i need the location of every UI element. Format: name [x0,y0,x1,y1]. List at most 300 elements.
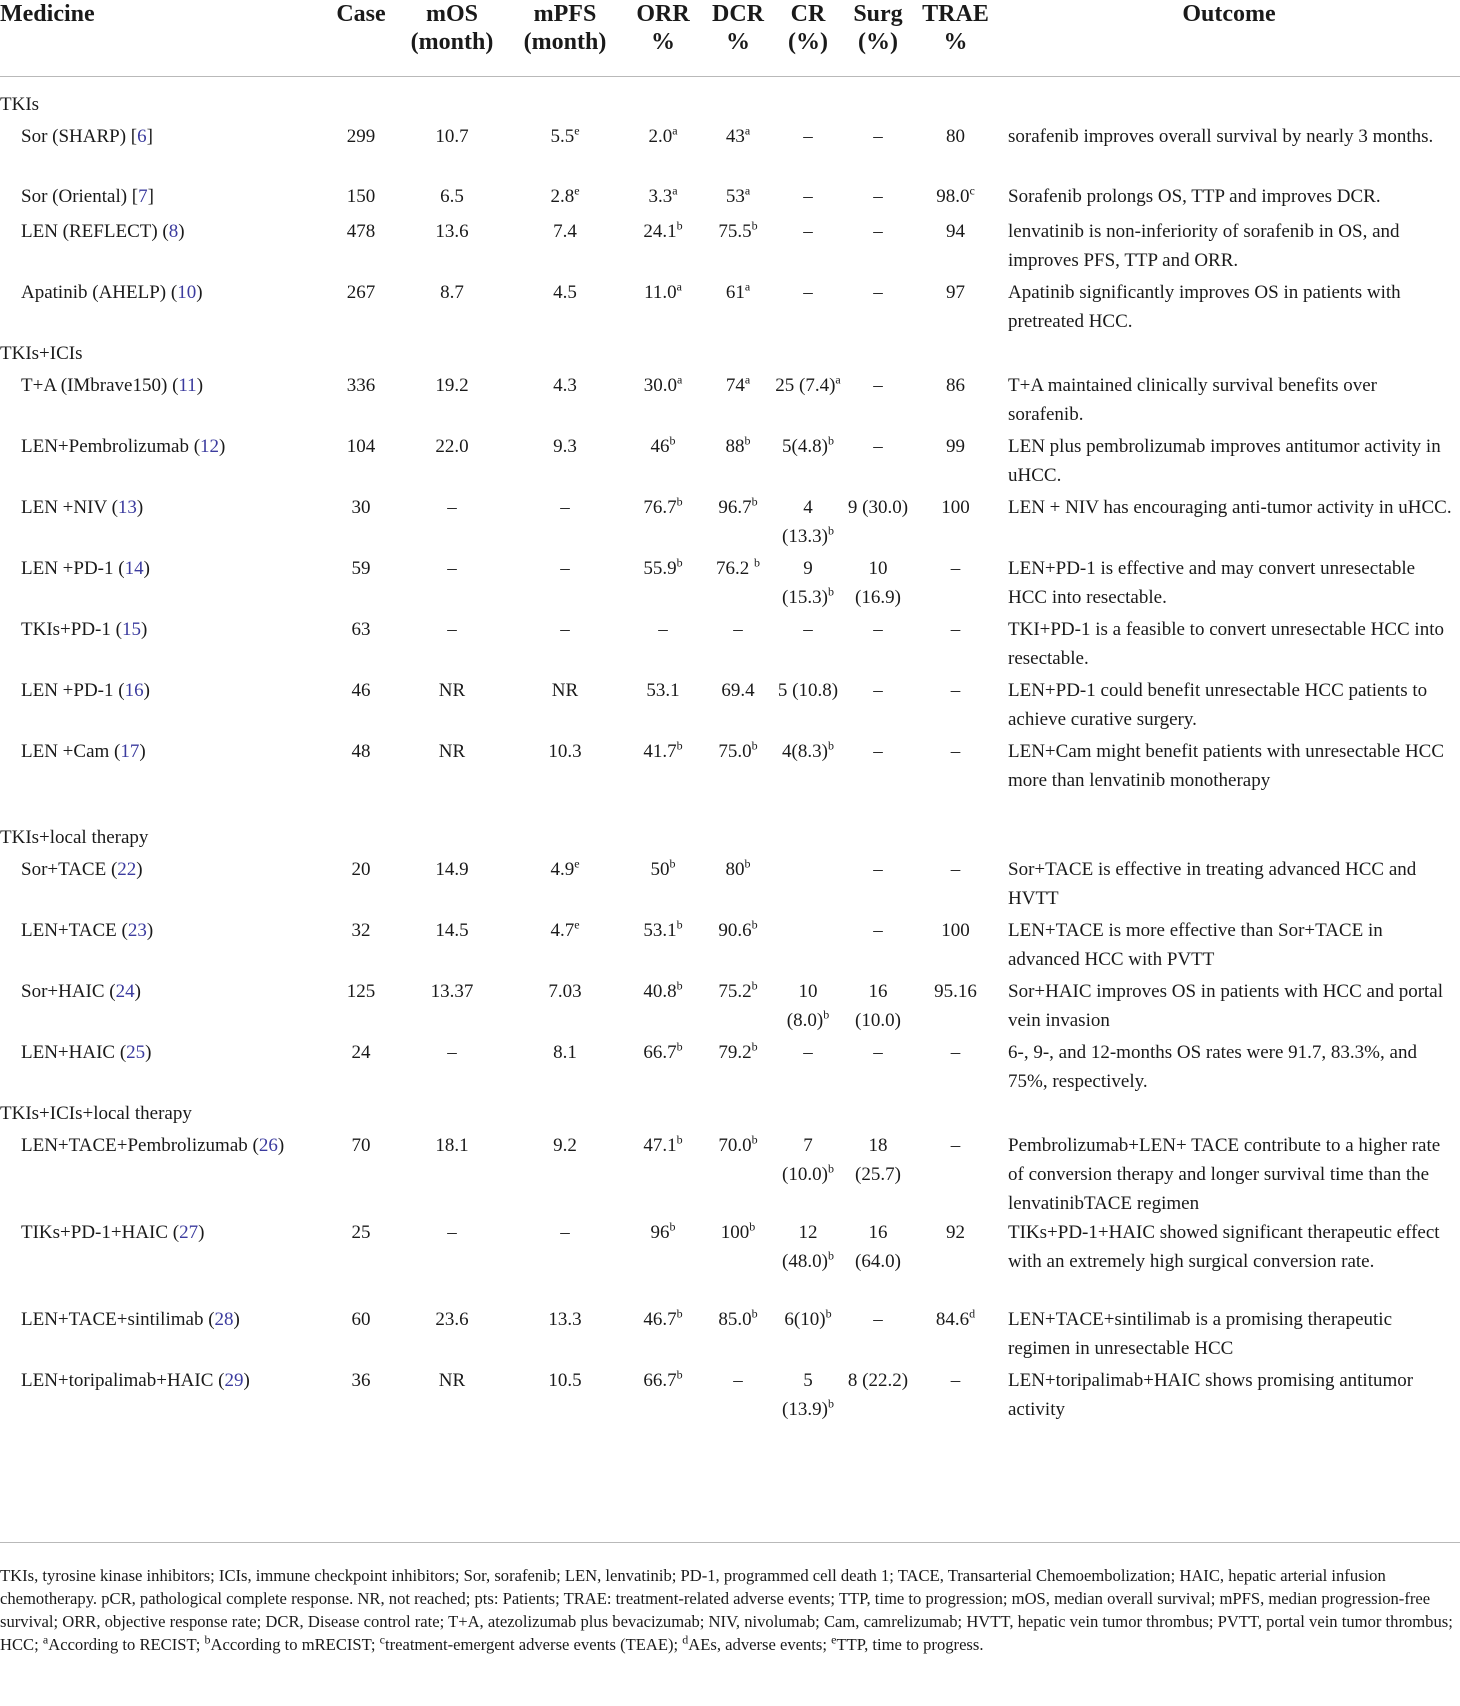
table-row [0,493,1460,554]
mos-cell-value: – [447,619,457,640]
cr-cell-value: – [803,282,813,303]
trae-cell-value: – [950,558,961,579]
mpfs-cell-value: 10.5 [548,1370,582,1391]
case-cell [325,977,397,1038]
reference-link[interactable]: 8 [168,221,179,242]
orr-cell-value: 41.7 [643,741,677,762]
cr-cell-value: 5(4.8) [782,436,828,457]
mos-cell [397,1366,507,1426]
medicine-name: LEN +Cam ( [21,741,121,762]
reference-link[interactable]: 22 [117,859,137,880]
medicine-cell [0,1038,325,1099]
dcr-cell-value: 75.2 [718,981,752,1002]
dcr-cell [703,737,773,823]
medicine-name-close: ) [146,920,154,941]
header-cr-line1: CR [790,1,826,27]
table-body [0,76,1460,1426]
dcr-cell-note-mark: b [754,555,760,570]
header-mos [397,0,507,76]
cr-cell-note-mark: b [827,433,834,448]
orr-cell-note-mark: a [672,123,678,138]
surg-cell [843,615,913,676]
mos-cell-value: 14.9 [435,859,469,880]
mpfs-cell-value: 4.3 [553,375,577,396]
medicine-name: Sor (SHARP) [ [21,126,138,147]
trae-cell-note-mark: c [969,183,975,198]
reference-link[interactable]: 28 [214,1309,234,1330]
orr-cell-note-mark: b [676,1132,683,1147]
medicine-cell [0,1131,325,1218]
mpfs-cell [507,371,623,432]
spacer-cell [0,76,1460,90]
trae-cell-value: – [950,680,961,701]
mos-cell-value: – [447,558,457,579]
dcr-cell-note-mark: b [751,1039,758,1054]
table-row [0,676,1460,737]
reference-link[interactable]: 16 [124,680,144,701]
medicine-name: T+A (IMbrave150) ( [21,375,179,396]
surg-cell [843,122,913,182]
orr-cell-value: 96 [650,1222,670,1243]
table-row [0,737,1460,823]
surg-cell [843,737,913,823]
mpfs-cell [507,217,623,278]
trae-cell-value: – [950,1042,961,1063]
orr-cell [623,122,703,182]
medicine-cell [0,432,325,493]
case-cell-value: 150 [346,186,376,207]
surg-cell-value: – [873,619,883,640]
dcr-cell-note-mark: a [744,183,751,198]
mpfs-cell-value: 13.3 [548,1309,582,1330]
surg-cell-value: – [873,859,883,880]
trae-cell-value: 84.6 [935,1309,970,1330]
mos-cell-value: 18.1 [435,1135,469,1156]
case-cell [325,122,397,182]
surg-cell [843,371,913,432]
mos-cell [397,432,507,493]
orr-cell [623,1038,703,1099]
mpfs-cell [507,278,623,339]
mpfs-cell-value: 10.3 [548,741,582,762]
mpfs-cell [507,122,623,182]
medicine-name-close: ] [147,186,154,207]
dcr-cell [703,554,773,615]
medicine-name-close: ) [243,1370,250,1391]
category-row [0,339,1460,371]
orr-cell-note-mark: b [676,494,683,509]
cr-cell-note-mark: b [825,1306,832,1321]
surg-cell [843,1038,913,1099]
orr-cell-note-mark: b [676,1306,683,1321]
reference-link[interactable]: 10 [177,282,197,303]
header-medicine: Medicine [0,1,95,27]
trae-cell-value: 80 [946,126,965,147]
trae-cell-value: 98.0 [936,186,970,207]
trae-cell-value: – [950,1370,961,1391]
orr-cell-value: 46.7 [643,1309,677,1330]
surg-cell [843,432,913,493]
dcr-cell [703,122,773,182]
surg-cell-value: 18 (25.7) [855,1135,901,1185]
medicine-cell [0,977,325,1038]
case-cell-value: 267 [346,282,376,303]
header-trae-line2: % [943,29,968,55]
orr-cell-note-mark: b [669,433,676,448]
category-row [0,90,1460,122]
orr-cell-value: 2.0 [648,126,673,147]
cr-cell [773,182,843,217]
orr-cell-note-mark: b [676,218,683,233]
dcr-cell [703,916,773,977]
orr-cell-value: 40.8 [643,981,677,1002]
orr-cell-value: 53.1 [643,920,677,941]
medicine-name-close: ) [196,375,204,396]
table-bottom-rule [0,1542,1460,1543]
reference-link[interactable]: 6 [137,126,147,147]
case-cell-value: 32 [351,920,371,941]
reference-link[interactable]: 11 [178,375,197,396]
outcome-cell: LEN+PD-1 could benefit unresectable HCC patients to achieve curative surgery. [1008,680,1428,730]
orr-cell-value: 46 [650,436,670,457]
outcome-cell: LEN+PD-1 is effective and may convert unresectable HCC into resectable. [1008,558,1416,608]
dcr-cell [703,1038,773,1099]
surg-cell-value: – [873,436,883,457]
medicine-name-close: ) [143,680,150,701]
medicine-cell [0,1218,325,1305]
trae-cell [913,278,998,339]
cr-cell [773,278,843,339]
trae-cell-value: 100 [941,497,970,518]
dcr-cell-value: 85.0 [718,1309,752,1330]
surg-cell-value: – [873,126,883,147]
table-row [0,916,1460,977]
medicine-cell [0,1366,325,1426]
mos-cell-value: 19.2 [435,375,469,396]
mpfs-cell-value: 9.3 [553,436,577,457]
surg-cell-value: 10 (16.9) [855,558,901,608]
mpfs-cell [507,432,623,493]
case-cell-value: 125 [346,981,376,1002]
medicine-cell [0,676,325,737]
orr-cell [623,1131,703,1218]
dcr-cell-value: 43 [725,126,745,147]
mpfs-cell [507,554,623,615]
surg-cell [843,182,913,217]
trae-cell-note-mark: d [969,1306,976,1321]
trae-cell [913,1038,998,1099]
dcr-cell [703,977,773,1038]
mpfs-cell-value: 4.5 [553,282,577,303]
medicine-name: TIKs+PD-1+HAIC ( [21,1222,180,1243]
case-cell-value: 24 [351,1042,371,1063]
trae-cell [913,615,998,676]
case-cell [325,916,397,977]
medicine-name-close: ] [146,126,153,147]
medicine-name: LEN (REFLECT) ( [21,221,169,242]
cr-cell-value: – [803,1042,813,1063]
trae-cell-value: – [950,859,961,880]
dcr-cell-note-mark: b [751,978,758,993]
case-cell-value: 478 [346,221,376,242]
cr-cell [773,371,843,432]
mpfs-cell-value: NR [551,680,579,701]
trae-cell [913,1305,998,1366]
orr-cell-note-mark: b [676,1039,683,1054]
footnote-note: AEs, adverse events; [688,1635,832,1654]
footnote-text: TKIs, tyrosine kinase inhibitors; ICIs, immune checkpoint inhibitors; Sor, sorafenib; LEN, lenvatinib; PD-1, programmed cell death 1; TACE, Transarterial Chemoembolization; HAIC, hepatic arterial infusion chemotherapy. pCR, pathological complete response. NR, not reached; pts: Patients; TRAE: treatment-related adverse events; TTP, time to progression; mOS, median overall survival; mPFS, median progression-free survival; ORR, objective response rate; DCR, Disease control rate; T+A, atezolizumab plus bevacizumab; NIV, nivolumab; Cam, camrelizumab; HVTT, hepatic vein tumor thrombus; PVTT, portal vein tumor thrombus; HCC; [0,1566,1453,1654]
surg-cell-value: – [873,375,883,396]
orr-cell-value: 30.0 [643,375,677,396]
orr-cell-value: – [658,619,668,640]
header-orr-line1: ORR [636,1,690,27]
mos-cell-value: 6.5 [440,186,464,207]
orr-cell [623,217,703,278]
medicine-cell [0,493,325,554]
orr-cell [623,855,703,916]
trae-cell [913,182,998,217]
mos-cell [397,122,507,182]
surg-cell-value: – [873,1309,883,1330]
medicine-cell [0,855,325,916]
mos-cell-value: 23.6 [435,1309,469,1330]
trae-cell [913,122,998,182]
outcome-cell: sorafenib improves overall survival by nearly 3 months. [1008,126,1434,147]
outcome-cell: LEN+TACE is more effective than Sor+TACE in advanced HCC with PVTT [1008,920,1383,970]
medicine-name: LEN+TACE+Pembrolizumab ( [21,1135,259,1156]
medicine-cell [0,122,325,182]
category-label: TKIs [0,94,40,115]
case-cell-value: 46 [351,680,371,701]
trae-cell [913,977,998,1038]
medicine-name: LEN+Pembrolizumab ( [21,436,201,457]
orr-cell-note-mark: b [676,555,683,570]
reference-link[interactable]: 24 [115,981,135,1002]
dcr-cell-value: 61 [725,282,745,303]
orr-cell-value: 66.7 [643,1042,677,1063]
dcr-cell-note-mark: b [744,433,751,448]
medicine-name: Sor (Oriental) [ [21,186,139,207]
mpfs-cell-note-mark: e [574,856,580,871]
medicine-cell [0,1305,325,1366]
reference-link[interactable]: 29 [224,1370,244,1391]
cr-cell [773,977,843,1038]
outcome-cell: LEN+TACE+sintilimab is a promising therapeutic regimen in unresectable HCC [1008,1309,1393,1359]
mpfs-cell [507,493,623,554]
cr-cell-value: 4(8.3) [782,741,828,762]
dcr-cell-value: 90.6 [718,920,752,941]
mpfs-cell [507,182,623,217]
mos-cell-value: NR [438,680,466,701]
surg-cell [843,554,913,615]
orr-cell [623,1218,703,1305]
cr-cell-value: 12 (48.0) [782,1222,828,1272]
dcr-cell-value: 74 [725,375,745,396]
dcr-cell [703,278,773,339]
outcome-cell: 6-, 9-, and 12-months OS rates were 91.7, 83.3%, and 75%, respectively. [1008,1042,1417,1092]
dcr-cell-value: 76.2 [716,558,754,579]
mpfs-cell [507,676,623,737]
dcr-cell-value: – [733,1370,743,1391]
dcr-cell-note-mark: b [751,917,758,932]
table-row [0,1366,1460,1426]
medicine-name-close: ) [219,436,226,457]
footnote-note: TTP, time to progress. [836,1635,984,1654]
footnote-sup: d [682,1632,689,1647]
table-row [0,122,1460,182]
medicine-name: Sor+TACE ( [21,859,118,880]
orr-cell [623,432,703,493]
orr-cell [623,676,703,737]
reference-link[interactable]: 13 [117,497,137,518]
surg-cell [843,1131,913,1218]
trae-cell [913,432,998,493]
mpfs-cell-value: – [560,558,570,579]
reference-link[interactable]: 25 [126,1042,146,1063]
orr-cell-value: 50 [650,859,670,880]
reference-link[interactable]: 27 [179,1222,199,1243]
mpfs-cell [507,916,623,977]
table-row [0,278,1460,339]
orr-cell [623,916,703,977]
orr-cell-note-mark: b [669,856,676,871]
mpfs-cell [507,1038,623,1099]
mpfs-cell [507,1131,623,1218]
case-cell-value: 30 [351,497,371,518]
mos-cell-value: 22.0 [435,436,469,457]
footnote-sup: a [42,1632,49,1647]
surg-cell-value: – [873,1042,883,1063]
footnote-note: According to mRECIST; [210,1635,380,1654]
footnote-note: treatment-emergent adverse events (TEAE); [384,1635,683,1654]
case-cell [325,1366,397,1426]
medicine-name-close: ) [198,1222,205,1243]
category-row [0,823,1460,855]
reference-link[interactable]: 17 [120,741,140,762]
cr-cell [773,554,843,615]
cr-cell-note-mark: a [835,372,841,387]
orr-cell-note-mark: b [676,917,683,932]
orr-cell-note-mark: a [676,279,682,294]
trae-cell [913,217,998,278]
mos-cell-value: – [447,1042,457,1063]
surg-cell [843,1366,913,1426]
reference-link[interactable]: 26 [258,1135,278,1156]
header-trae-line1: TRAE [922,1,989,27]
reference-link[interactable]: 7 [138,186,148,207]
table-row [0,1038,1460,1099]
orr-cell [623,1366,703,1426]
surg-cell-value: 8 (22.2) [847,1370,909,1391]
dcr-cell-note-mark: a [744,279,751,294]
cr-cell [773,737,843,823]
reference-link[interactable]: 12 [200,436,220,457]
case-cell-value: 59 [351,558,371,579]
medicine-name-close: ) [139,741,146,762]
mpfs-cell [507,855,623,916]
category-label: TKIs+ICIs [0,343,83,364]
orr-cell-value: 11.0 [644,282,677,303]
header-trae [913,0,998,76]
case-cell [325,1131,397,1218]
reference-link[interactable]: 15 [121,619,141,640]
header-surg-line1: Surg [853,1,903,27]
dcr-cell [703,676,773,737]
orr-cell-value: 66.7 [643,1370,677,1391]
reference-link[interactable]: 23 [127,920,147,941]
cr-cell-note-mark: b [827,1248,834,1263]
orr-cell [623,371,703,432]
trae-cell-value: 99 [946,436,965,457]
orr-cell-note-mark: b [676,738,683,753]
category-label: TKIs+ICIs+local therapy [0,1103,192,1124]
medicine-name: LEN+HAIC ( [21,1042,127,1063]
cr-cell-value: 10 (8.0) [786,981,824,1031]
trae-cell [913,855,998,916]
medicine-name: LEN +NIV ( [21,497,118,518]
cr-cell-value: 6(10) [784,1309,826,1330]
case-cell-value: 48 [351,741,371,762]
dcr-cell-note-mark: b [749,1219,756,1234]
mpfs-cell-value: 2.8 [550,186,575,207]
mpfs-cell-value: – [560,619,570,640]
medicine-name: LEN+toripalimab+HAIC ( [21,1370,225,1391]
cr-cell-note-mark: b [827,1396,834,1411]
mos-cell [397,493,507,554]
medicine-name-close: ) [140,619,148,640]
mos-cell [397,1131,507,1218]
surg-cell-value: 16 (64.0) [855,1222,901,1272]
trae-cell-value: – [950,741,961,762]
table-row [0,855,1460,916]
reference-link[interactable]: 14 [124,558,144,579]
mos-cell [397,182,507,217]
medicine-name-close: ) [136,497,144,518]
surg-cell [843,855,913,916]
cr-cell [773,493,843,554]
orr-cell [623,182,703,217]
header-surg-line2: (%) [858,29,898,55]
table-row [0,1218,1460,1305]
header-dcr-line2: % [726,29,750,55]
dcr-cell-value: 100 [720,1222,750,1243]
dcr-cell [703,615,773,676]
dcr-cell-value: 69.4 [721,680,755,701]
mos-cell [397,615,507,676]
table-row [0,182,1460,217]
mos-cell [397,1305,507,1366]
orr-cell-note-mark: b [669,1219,676,1234]
header-outcome: Outcome [1182,1,1276,27]
mpfs-cell [507,1305,623,1366]
cr-cell [773,432,843,493]
outcome-cell: Apatinib significantly improves OS in patients with pretreated HCC. [1008,282,1401,332]
table-row [0,615,1460,676]
header-row [0,0,1460,76]
dcr-cell-note-mark: b [751,494,758,509]
outcome-cell: TIKs+PD-1+HAIC showed significant therapeutic effect with an extremely high surgical conversion rate. [1008,1222,1440,1272]
mos-cell [397,554,507,615]
mos-cell [397,1038,507,1099]
header-orr-line2: % [651,29,675,55]
trae-cell-value: 95.16 [934,981,977,1002]
mpfs-cell [507,1218,623,1305]
cr-cell [773,1038,843,1099]
surg-cell [843,977,913,1038]
medicine-name-close: ) [233,1309,240,1330]
orr-cell-note-mark: a [676,372,683,387]
surg-cell-value: – [873,741,883,762]
